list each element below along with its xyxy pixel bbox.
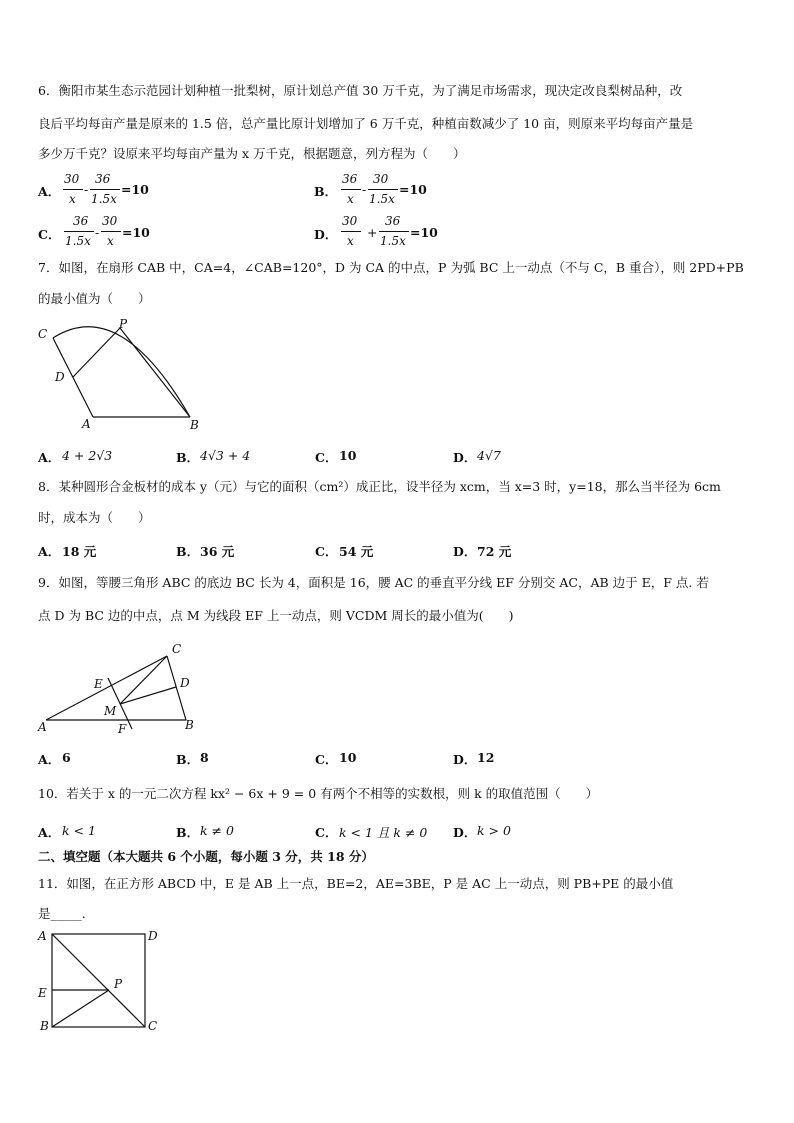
point-label-c: C (148, 1019, 158, 1033)
equation-rhs: =10 (121, 182, 149, 197)
option-label: D． (314, 227, 338, 242)
option-label: B． (176, 825, 200, 840)
square-diagram (36, 925, 166, 1035)
q8-text-line2: 时，成本为（ ） (38, 510, 151, 525)
q9-text-line2: 点 D 为 BC 边的中点，点 M 为线段 EF 上一动点，则 VCDM 周长的最小值为( ) (38, 608, 514, 623)
option-text: 72 元 (477, 544, 512, 559)
denominator: x (347, 192, 354, 206)
option-label: D． (453, 544, 477, 559)
option-text: 12 (477, 750, 495, 765)
option-text: 10 (339, 448, 357, 463)
point-label-a: A (38, 720, 47, 734)
point-label-a: A (82, 417, 91, 431)
q9-figure (34, 640, 204, 740)
q7-figure (30, 315, 210, 435)
numerator: 36 (95, 172, 111, 186)
q11-text-line2: 是_____. (38, 906, 86, 921)
option-label: C． (315, 825, 338, 840)
operator: - (362, 182, 367, 197)
operator: + (367, 225, 378, 240)
option-text: k < 1 (62, 823, 96, 838)
point-label-p: P (119, 317, 128, 331)
point-label-p: P (114, 977, 123, 991)
option-label: A． (38, 184, 61, 199)
point-label-c: C (172, 642, 182, 656)
option-text: 36 元 (200, 544, 235, 559)
point-label-e: E (38, 986, 47, 1000)
point-label-d: D (180, 676, 190, 690)
option-text: k ≠ 0 (200, 823, 234, 838)
point-label-f: F (118, 722, 127, 736)
q6-text-line3: 多少万千克？设原来平均每亩产量为 x 万千克，根据题意，列方程为（ ） (38, 146, 466, 161)
numerator: 30 (342, 214, 358, 228)
option-label: D． (453, 752, 477, 767)
q7-text-line2: 的最小值为（ ） (38, 291, 151, 306)
option-text: 4 + 2√3 (62, 448, 113, 463)
option-text: 4√7 (477, 448, 501, 463)
numerator: 30 (102, 214, 118, 228)
q9-text-line1: 9．如图，等腰三角形 ABC 的底边 BC 长为 4，面积是 16，腰 AC 的垂直平分线 EF 分别交 AC，AB 边于 E，F 点. 若 (38, 575, 709, 590)
option-text: 54 元 (339, 544, 374, 559)
q8-text-line1: 8．某种圆形合金板材的成本 y（元）与它的面积（cm²）成正比，设半径为 xcm，当 x=3 时，y=18，那么当半径为 6cm (38, 479, 721, 494)
denominator: 1.5x (91, 192, 117, 206)
q6-text-line2: 良后平均每亩产量是原来的 1.5 倍，总产量比原计划增加了 6 万千克，种植亩数减少了 10 亩，则原来平均每亩产量是 (38, 116, 694, 131)
option-label: D． (453, 450, 477, 465)
operator: - (95, 225, 100, 240)
option-label: B． (176, 544, 200, 559)
numerator: 36 (73, 214, 89, 228)
option-label: A． (38, 825, 61, 840)
option-text: 8 (200, 750, 209, 765)
point-label-b: B (190, 418, 199, 432)
option-label: C． (38, 227, 61, 242)
option-text: 6 (62, 750, 71, 765)
equation-rhs: =10 (122, 225, 150, 240)
point-label-d: D (148, 929, 158, 943)
q7-text-line1: 7．如图，在扇形 CAB 中，CA=4，∠CAB=120°，D 为 CA 的中点，P 为弧 BC 上一动点（不与 C，B 重合），则 2PD+PB (38, 260, 744, 275)
numerator: 36 (385, 214, 401, 228)
point-label-c: C (38, 327, 48, 341)
denominator: 1.5x (65, 234, 91, 248)
denominator: x (69, 192, 76, 206)
numerator: 30 (64, 172, 80, 186)
option-label: A． (38, 450, 61, 465)
option-label: C． (315, 544, 338, 559)
option-label: A． (38, 544, 61, 559)
denominator: x (347, 234, 354, 248)
section-heading: 二、填空题（本大题共 6 个小题，每小题 3 分，共 18 分） (38, 849, 374, 864)
option-text: k < 1 且 k ≠ 0 (339, 825, 428, 840)
q11-text-line1: 11．如图，在正方形 ABCD 中，E 是 AB 上一点，BE=2，AE=3BE，P 是 AC 上一动点，则 PB+PE 的最小值 (38, 876, 674, 891)
point-label-b: B (185, 718, 194, 732)
option-label: B． (314, 184, 338, 199)
option-label: C． (315, 450, 338, 465)
option-label: A． (38, 752, 61, 767)
q11-figure (36, 925, 166, 1035)
q10-text-line1: 10．若关于 x 的一元二次方程 kx² − 6x + 9 = 0 有两个不相等的实数根，则 k 的取值范围（ ） (38, 786, 599, 801)
equation-rhs: =10 (410, 225, 438, 240)
option-text: 18 元 (62, 544, 97, 559)
denominator: 1.5x (369, 192, 395, 206)
denominator: x (107, 234, 114, 248)
numerator: 30 (373, 172, 389, 186)
equation-rhs: =10 (399, 182, 427, 197)
option-text: k > 0 (477, 823, 511, 838)
option-label: C． (315, 752, 338, 767)
option-text: 4√3 + 4 (200, 448, 251, 463)
option-text: 10 (339, 750, 357, 765)
point-label-e: E (94, 677, 103, 691)
option-label: B． (176, 450, 200, 465)
numerator: 36 (342, 172, 358, 186)
point-label-b: B (40, 1019, 49, 1033)
option-label: B． (176, 752, 200, 767)
q6-text-line1: 6．衡阳市某生态示范园计划种植一批梨树，原计划总产值 30 万千克，为了满足市场需求，现决定改良梨树品种，改 (38, 83, 683, 98)
point-label-a: A (38, 929, 47, 943)
denominator: 1.5x (380, 234, 406, 248)
option-label: D． (453, 825, 477, 840)
point-label-d: D (55, 370, 65, 384)
point-label-m: M (104, 704, 117, 718)
operator: - (84, 182, 89, 197)
